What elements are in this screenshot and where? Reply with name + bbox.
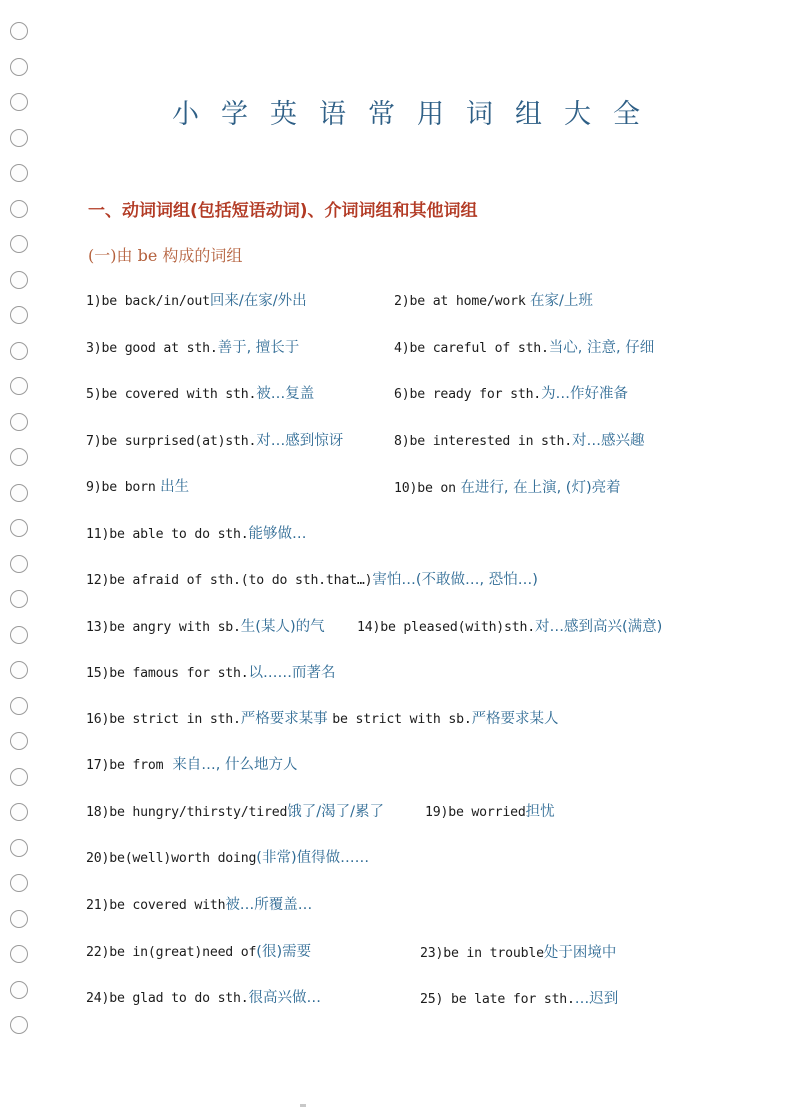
phrase-chinese: (很)需要	[256, 944, 312, 960]
phrase-english: 11)be able to do sth.	[86, 527, 249, 542]
phrase-chinese: …迟到	[574, 991, 619, 1007]
phrase-chinese: 担忧	[525, 804, 555, 820]
phrase-english: 18)be hungry/thirsty/tired	[86, 805, 288, 820]
binder-ring	[10, 200, 28, 218]
phrase-english: 15)be famous for sth.	[86, 666, 249, 681]
binder-ring	[10, 874, 28, 892]
phrase-chinese: 处于困境中	[543, 945, 617, 961]
binder-ring	[10, 129, 28, 147]
section-heading: 一、动词词组(包括短语动词)、介词词组和其他词组	[88, 201, 478, 221]
phrase-item	[425, 802, 555, 823]
phrase-english: 14)be pleased(with)sth.	[357, 620, 536, 635]
phrase-item	[86, 384, 314, 405]
phrase-english: 6)be ready for sth.	[394, 387, 542, 402]
phrase-item	[86, 663, 336, 684]
phrase-english: 22)be in(great)need of	[86, 945, 257, 960]
phrase-english: 21)be covered with	[86, 898, 226, 913]
phrase-chinese: 出生	[160, 479, 190, 495]
phrase-english: 5)be covered with sth.	[86, 387, 257, 402]
phrase-chinese: 来自…, 什么地方人	[172, 757, 298, 773]
binder-ring	[10, 697, 28, 715]
phrase-item	[357, 617, 662, 638]
phrase-english: 13)be angry with sb.	[86, 620, 241, 635]
binder-ring	[10, 22, 28, 40]
phrase-item	[86, 431, 343, 452]
binder-ring	[10, 164, 28, 182]
phrase-chinese: 严格要求某人	[471, 711, 559, 727]
phrase-chinese: 能够做…	[248, 526, 307, 542]
phrase-item	[86, 755, 298, 776]
binder-ring	[10, 58, 28, 76]
phrase-item	[86, 802, 384, 823]
phrase-item	[86, 942, 311, 963]
phrase-item	[420, 989, 618, 1010]
binder-ring	[10, 910, 28, 928]
phrase-chinese: 饿了/渴了/累了	[287, 804, 385, 820]
phrase-english: 9)be born	[86, 480, 156, 495]
binder-ring	[10, 271, 28, 289]
binder-ring	[10, 235, 28, 253]
binder-ring	[10, 768, 28, 786]
phrase-english: 3)be good at sth.	[86, 341, 218, 356]
phrase-item	[420, 943, 616, 964]
phrase-english: 25) be late for sth.	[420, 992, 575, 1007]
phrase-chinese: 对…感兴趣	[572, 433, 645, 449]
phrase-english: 10)be on	[394, 481, 456, 496]
binder-ring	[10, 803, 28, 821]
binder-ring	[10, 413, 28, 431]
binder-ring	[10, 981, 28, 999]
binder-ring	[10, 1016, 28, 1034]
phrase-chinese: (非常)值得做……	[256, 850, 370, 866]
phrase-item	[86, 338, 299, 359]
binder-ring	[10, 377, 28, 395]
binder-ring	[10, 555, 28, 573]
page-title: 小学英语常用词组大全	[172, 99, 662, 130]
phrase-item	[86, 709, 559, 730]
phrase-english: 7)be surprised(at)sth.	[86, 434, 257, 449]
phrase-chinese: 以……而著名	[248, 665, 336, 681]
phrase-chinese: 被…复盖	[256, 386, 315, 402]
phrase-chinese: 在家/上班	[530, 293, 593, 309]
phrase-chinese: 在进行, 在上演, (灯)亮着	[460, 480, 621, 496]
phrase-english: 23)be in trouble	[420, 946, 544, 961]
binder-ring	[10, 626, 28, 644]
phrase-chinese: 对…感到惊讶	[256, 433, 344, 449]
phrase-chinese: 害怕…(不敢做…, 恐怕…)	[372, 572, 538, 588]
binder-ring	[10, 342, 28, 360]
phrase-item	[394, 431, 645, 452]
phrase-chinese: 生(某人)的气	[240, 619, 325, 635]
phrase-item	[86, 477, 189, 498]
phrase-english: 17)be from	[86, 758, 164, 773]
phrase-item	[86, 524, 307, 545]
subsection-heading: (一)由 be 构成的词组	[88, 246, 243, 265]
binder-ring	[10, 945, 28, 963]
phrase-chinese: 回来/在家/外出	[209, 293, 307, 309]
phrase-chinese: 对…感到高兴(满意)	[535, 619, 663, 635]
binder-ring	[10, 484, 28, 502]
phrase-chinese: 被…所覆盖…	[225, 897, 313, 913]
phrase-chinese: 善于, 擅长于	[217, 340, 300, 356]
phrase-chinese: 为…作好准备	[541, 386, 629, 402]
phrase-item	[86, 848, 369, 869]
phrase-item	[86, 291, 307, 312]
phrase-english: be strict with sb.	[332, 712, 472, 727]
phrase-item	[394, 384, 628, 405]
phrase-item	[86, 895, 312, 916]
phrase-chinese: 很高兴做…	[248, 990, 322, 1006]
phrase-english: 2)be at home/work	[394, 294, 526, 309]
binder-rings	[10, 22, 32, 1062]
phrase-english: 16)be strict in sth.	[86, 712, 241, 727]
binder-ring	[10, 732, 28, 750]
binder-ring	[10, 839, 28, 857]
phrase-english: 24)be glad to do sth.	[86, 991, 249, 1006]
page-mark	[300, 1104, 306, 1107]
phrase-item	[394, 478, 621, 499]
phrase-english: 4)be careful of sth.	[394, 341, 549, 356]
binder-ring	[10, 519, 28, 537]
binder-ring	[10, 661, 28, 679]
phrase-english: 19)be worried	[425, 805, 526, 820]
phrase-english: 12)be afraid of sth.(to do sth.that…)	[86, 573, 373, 588]
phrase-item	[86, 617, 325, 638]
phrase-item	[86, 570, 538, 591]
phrase-english: 20)be(well)worth doing	[86, 851, 257, 866]
binder-ring	[10, 590, 28, 608]
binder-ring	[10, 306, 28, 324]
phrase-item	[394, 338, 654, 359]
phrase-chinese: 当心, 注意, 仔细	[548, 340, 655, 356]
phrase-english: 1)be back/in/out	[86, 294, 210, 309]
binder-ring	[10, 448, 28, 466]
phrase-english: 8)be interested in sth.	[394, 434, 573, 449]
phrase-item	[394, 291, 593, 312]
phrase-chinese: 严格要求某事	[240, 711, 328, 727]
phrase-item	[86, 988, 321, 1009]
